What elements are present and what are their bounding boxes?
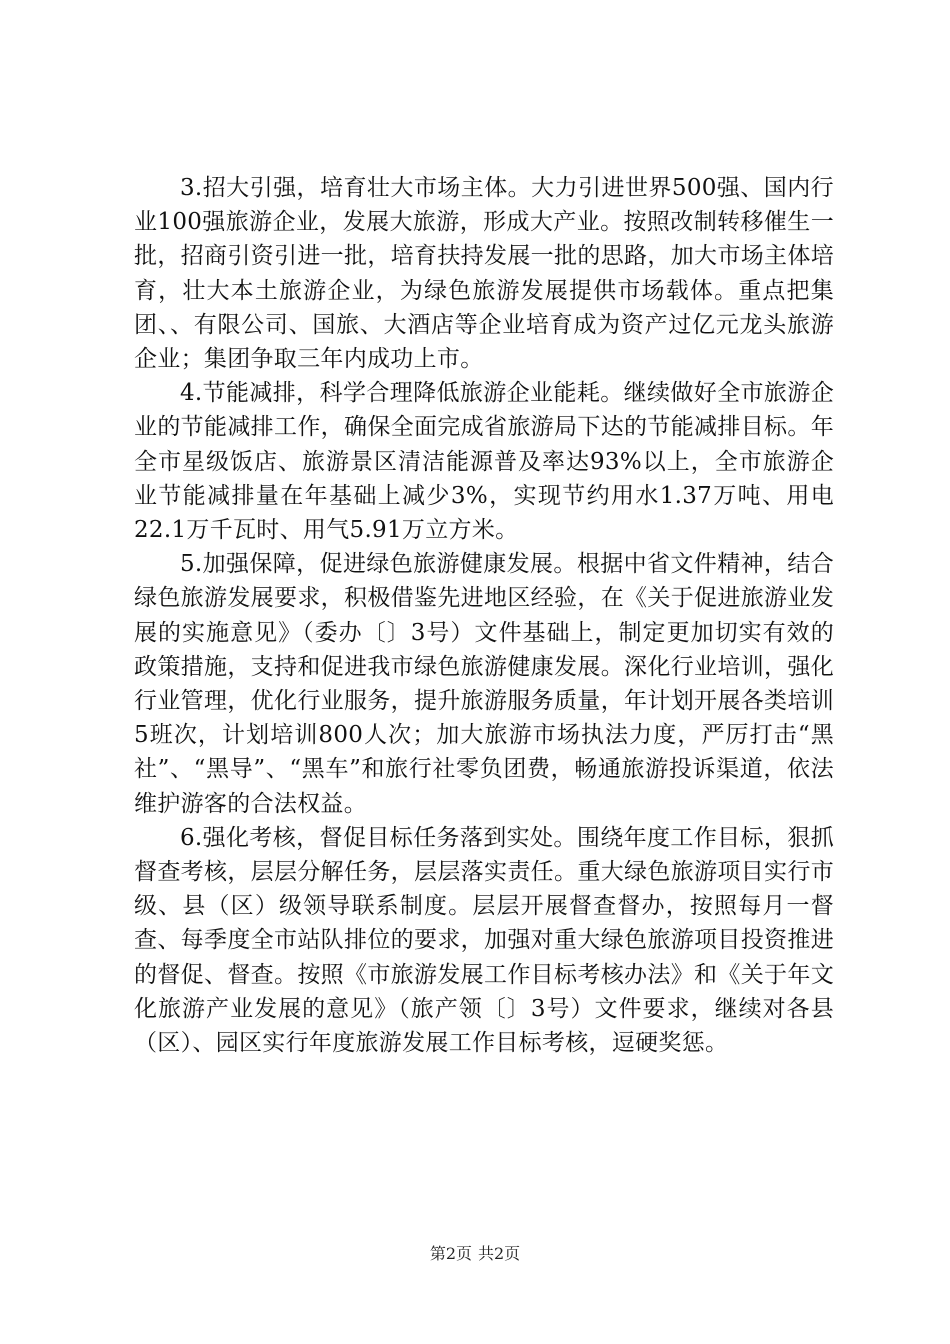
paragraph-5: 5.加强保障，促进绿色旅游健康发展。根据中省文件精神，结合绿色旅游发展要求，积极借鉴先进地区经验，在《关于促进旅游业发展的实施意见》（委办〔〕3号）文件基础上，制定更加切实有效的政策措施，支持和促进我市绿色旅游健康发展。深化行业培训，强化行业管理，优化行业服务，提升旅游服务质量，年计划开展各类培训5班次，计划培训800人次；加大旅游市场执法力度，严厉打击“黑社”、“黑导”、“黑车”和旅行社零负团费，畅通旅游投诉渠道，依法维护游客的合法权益。 xyxy=(134,551,834,817)
page-footer xyxy=(0,1244,950,1264)
paragraph-6: 6.强化考核，督促目标任务落到实处。围绕年度工作目标，狠抓督查考核，层层分解任务，层层落实责任。重大绿色旅游项目实行市级、县（区）级领导联系制度。层层开展督查督办，按照每月一督查、每季度全市站队排位的要求，加强对重大绿色旅游项目投资推进的督促、督查。按照《市旅游发展工作目标考核办法》和《关于年文化旅游产业发展的意见》（旅产领〔〕3号）文件要求，继续对各县（区）、园区实行年度旅游发展工作目标考核，逗硬奖惩。 xyxy=(134,824,834,1057)
page-number: 第2页 xyxy=(429,1244,472,1263)
paragraph-3: 3.招大引强，培育壮大市场主体。大力引进世界500强、国内行业100强旅游企业，发展大旅游，形成大产业。按照改制转移催生一批，招商引资引进一批，培育扶持发展一批的思路，加大市场主体培育，壮大本土旅游企业，为绿色旅游发展提供市场载体。重点把集团、、有限公司、国旅、大酒店等企业培育成为资产过亿元龙头旅游企业；集团争取三年内成功上市。 xyxy=(134,175,834,373)
page-total: 共2页 xyxy=(478,1244,521,1263)
paragraph-4: 4.节能减排，科学合理降低旅游企业能耗。继续做好全市旅游企业的节能减排工作，确保全面完成省旅游局下达的节能减排目标。年全市星级饭店、旅游景区清洁能源普及率达93%以上，全市旅游企业节能减排量在年基础上减少3%，实现节约用水1.37万吨、用电22.1万千瓦时、用气5.91万立方米。 xyxy=(134,380,834,544)
document-body xyxy=(134,171,834,1060)
